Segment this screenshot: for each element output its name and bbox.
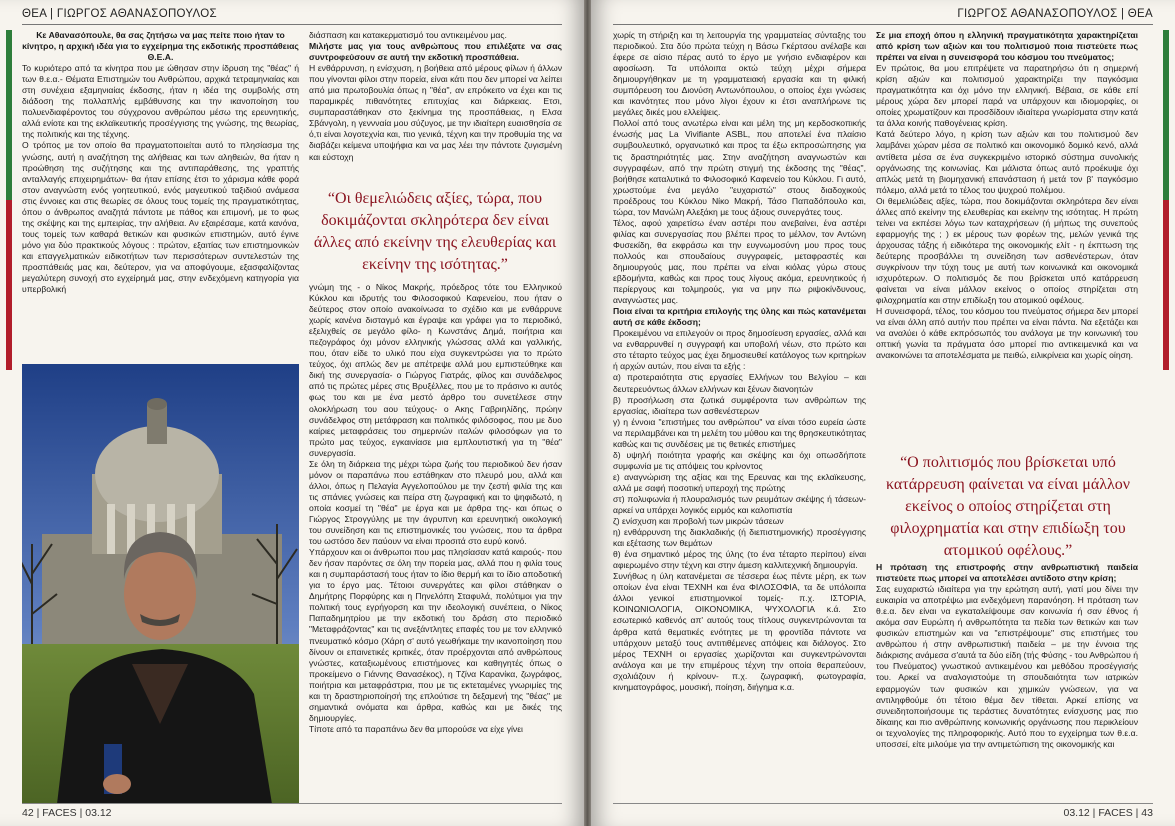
criteria-item: η) ενθάρρυνση της διακλαδικής (ή διεπιστημονικής) προσέγγισης και εξέτασης των θεμάτων <box>613 527 866 549</box>
pull-quote-right: “Ο πολιτισμός που βρίσκεται υπό κατάρρευση φαίνεται να είναι μάλλον εκείνος ο οποίος στηρίζεται στη φιλοχρηματία και στην επιδίωξη του ατομικού οφέλους.” <box>886 454 1130 559</box>
right-column-2-bottom <box>876 562 1138 802</box>
left-page <box>0 0 584 826</box>
answer-paragraph: χωρίς τη στήριξη και τη λειτουργία της γραμματείας σύνταξης του περιοδικού. Στα δύο πρώτα τεύχη η Βάσω Γκέρτσου ανέλαβε και έφερε σε αίσιο πέρας αυτό το έργο με γνήσιο ενδιαφέρον και αφοσίωση. Τα υπόλοιπα οκτώ τεύχη μέχρι σήμερα δημιουργήθηκαν με τη γραμματειακή εργασία και τη φιλική συμπόρευση του Διονύση Αντωνόπουλου, ο οποίος έχει γνώσεις και ικανότητες που μόνο λίγοι έχουν κι έτσι αναπλήρωνε τις μεγάλες δικές μου ελλείψεις. <box>613 30 866 118</box>
question-5: Η πρόταση της επιστροφής στην ανθρωπιστική παιδεία πιστεύετε πως μπορεί να αποτελέσει αντίδοτο στην κρίση; <box>876 562 1138 584</box>
criteria-item: δ) υψηλή ποιότητα γραφής και σκέψης και όχι οπωσδήποτε συμφωνία με τις απόψεις του κρίνοντος <box>613 449 866 471</box>
answer-paragraph: Εν πρώτοις, θα μου επιτρέψετε να παρατηρήσω ότι η σημερινή κρίση αξιών και πολιτισμού χαρακτηρίζει την παγκόσμια πραγματικότητα και όχι μόνο την ελληνική. Βέβαια, σε κάθε επί μέρους χώρα δεν μπορεί παρά να υπάρχουν και ιδιομορφίες, οι οποίες χρωματίζουν και προσδίδουν ιδιαίτερα γνωρίσματα στην κατά τα άλλα κοινής παθογένειας κρίση. <box>876 63 1138 129</box>
criteria-item: ε) αναγνώριση της αξίας και της Ερευνας και της εκλαϊκευσης, αλλά με σαφή ποσοτική υπεροχή της πρώτης <box>613 471 866 493</box>
criteria-item: α) προτεραιότητα στις εργασίες Ελλήνων του Βελγίου – και δευτερευόντως άλλων ελλήνων και ξένων διανοητών <box>613 372 866 394</box>
answer-paragraph: Το κυριότερο από τα κίνητρα που με ώθησαν στην ίδρυση της "θέας" ή των θ.ε.α.- Θέματα Επιστημών του Ανθρώπου, αρχικά τετραμηνιαίας και στη συνέχεια εξαμηνιαίας έκδοσης, ήταν η ιδέα της συμβολής στη διάδοση της πολλαπλής εμβάθυνσης και την ικανοποίηση του πολυενδιαφέροντος του σύγχρονου ανθρώπου μέσω της ερευνητικής, αλλά ενίοτε και της εκλαϊκευτικής προσέγγισης της γνώσης, της θεωρίας, της πολιτικής και της τέχνης. <box>22 63 299 140</box>
spine-gutter <box>584 0 591 826</box>
criteria-item: στ) πολυφωνία ή πλουραλισμός των ρευμάτων σκέψης ή τάσεων- αρκεί να υπάρχει λογικός ειρμός και καλοπιστία <box>613 493 866 516</box>
right-page <box>591 0 1175 826</box>
footer-rule <box>22 803 562 804</box>
question-3: Ποια είναι τα κριτήρια επιλογής της ύλης και πώς κατανέμεται αυτή σε κάθε έκδοση; <box>613 306 866 328</box>
question-2: Μιλήστε μας για τους ανθρώπους που επιλέξατε να σας συντροφεύσουν σε αυτή την εκδοτική προσπάθεια. <box>309 41 562 63</box>
answer-paragraph: Η ενθάρρυνση, η ενίσχυση, η βοήθεια από μέρους φίλων ή άλλων που γίνονται φίλοι στην πορεία, είναι κάτι που δεν μπορεί να λείπει από μια πρωτοβουλία όπως η "θέα", αν επρόκειτο να έχει και τις παραμικρές πιθανότητες επιτυχίας και διάρκειας. Ετσι, συμπαραστάθηκαν στο ξεκίνημα της προσπάθειας, η Ελσα Σβάνγολη, η γεννναία μου σύζυγος, με την ιδιαίτερη ευαισθησία σε ό,τι είναι λογοτεχνία και, πιο γενικά, τέχνη και την προθυμία της να διαβάζει κείμενα υποψήφια και να μας λέει την πάντοτε ζυγισμένη και εύστοχη <box>309 63 562 162</box>
page-header-left: ΘΕΑ | ΓΙΩΡΓΟΣ ΑΘΑΝΑΣΟΠΟΥΛΟΣ <box>22 8 217 20</box>
right-column-2-top <box>876 30 1138 448</box>
answer-paragraph: Πολλοί από τους ανωτέρω είναι και μέλη της μη κερδοσκοπικής ένωσής μας La Vivifiante ASBL, που αποτελεί ένα πλαίσιο συμβουλευτικό, οργανωτικό και προς τα έξω εκπροσώπησης για τις δραστηριότητές μας. Στην αναζήτηση αναγνωστών και συγγραφέων, από την πρώτη στιγμή της έκδοσης της "θέας", βοήθησε καταλυτικά το Φιλοσοφικό Καφενείο του Κύκλου. Γι αυτό, χρωστούμε ένα μεγάλο "ευχαριστώ" στους διαδοχικούς προέδρους του Κύκλου Νίκο Μακρή, Τάσο Παπαδόπουλο και, τώρα, τον Μανώλη Αλεξάκη με τους άξιους συνεργάτες τους. <box>613 118 866 217</box>
header-rule <box>613 24 1153 25</box>
answer-paragraph: Σε όλη τη διάρκεια της μέχρι τώρα ζωής του περιοδικού δεν ήσαν μόνον οι παραπάνω που εστάθηκαν στο πλευρό μου, αλλά και άλλοι, όπως η Πελαγία Αγγελοπούλου με την ζεστή φιλία της και τις σπάνιες γνώσεις και πείρα στη ζωγραφική και το ψηφιδωτό, η οποία κοσμεί τη "θέα" με έργα και με άρθρα της- και όπως ο Γιώργος Στρογγύλης με την άγρυπνη και ερευνητική οικολογική του συνείδηση και τις επιστημονικές του γνώσεις, που τα άρθρα του ωστόσο δεν παύουν να είναι προσιτά στο ευρύ κοινό. <box>309 458 562 547</box>
color-stripe <box>6 30 12 370</box>
answer-paragraph: Η συνεισφορά, τέλος, του κόσμου του πνεύματος σήμερα δεν μπορεί να είναι άλλη από αυτήν που πρέπει να είναι πάντα. Να εξετάζει και να αναλύει ό κάθε εκπρόσωπός του ανάλογα με την κοινωνική του οπτική γωνία τα πράγματα όσο μπορεί πιο αντικειμενικά και να ανακοινώνει τα αποτελέσματα με πειθώ, ειλικρίνεια και χωρίς οίηση. <box>876 306 1138 361</box>
answer-paragraph: Υπάρχουν και οι άνθρωποι που μας πλησίασαν κατά καιρούς- που δεν ήσαν παρόντες σε όλη την πορεία μας, αλλά που η φιλία τους και η συμπαράστασή τους ήταν το ίδιο θερμή και το ίδιο αποδοτική για το έργο μας. Τέτοιοι συνεργάτες και φίλοι στάθηκαν ο Δημήτρης Πορφύρης και η Πηνελόπη Σταφυλά, πολύτιμοι για την πολιτική τους εγρήγορση και την ιδεολογική συνέπεια, ο Νίκος Παπαδημητρίου με την εκδοτική του δράση στο περιοδικό "Μεταφράζοντας" και τις ανεξάντλητες επαφές του με τον ελληνικό πνευματικό κόσμο (Χάρη σ' αυτό γεωθήκαμε την ικανοποίηση που δίνουν οι επαινετικές κριτικές, όταν προέρχονται από ανθρώπους γνώστες, καταξιωμένους επιστήμονες και καθηγητές όπως ο προκείμενο ο Γιάννης Θανασέκος), η Τζίνα Καρανίκα, ζωγράφος, ποιήτρια και μεταφράστρια, που με τις εκτεταμένες γνωριμίες της και τη δραστηριοποίησή της επλούτισε τη δεξαμενή της "θέας" με σημαντικά ονόματα και άρθρα, καθώς και με δικές της δημιουργίες. <box>309 547 562 723</box>
answer-paragraph: Κατά δεύτερο λόγο, η κρίση των αξιών και του πολιτισμού δεν λαμβάνει χώραν μέσα σε πολιτικό και οικονομικό δομικό κενό, αλλά αντίθετα μέσα σε ένα συγκεκριμένο ιστορικό σύστημα συνολικής οργάνωσης της κοινωνίας. Και μάλιστα όπως αυτό προέκυψε όχι απλώς μετά τη βιομηχανική επανάσταση ή μετά τον β' παγκόσμιο πόλεμο, αλλά μετά το τέλος του ψυχρού πολέμου. <box>876 129 1138 195</box>
answer-paragraph: Συνήθως η ύλη κατανέμεται σε τέσσερα έως πέντε μέρη, εκ των οποίων ένα είναι ΤΕΧΝΗ και ένα ΦΙΛΟΣΟΦΙΑ, τα δε υπόλοιπα άλλοι γενικοί επιστημονικοί τομείς- π.χ. ΙΣΤΟΡΙΑ, ΚΟΙΝΩΝΙΟΛΟΓΙΑ, ΟΙΚΟΝΟΜΙΚΑ, ΨΥΧΟΛΟΓΙΑ κ.ά. Στο εσωτερικό καθενός απ' αυτούς τους τίτλους συγκεντρώνονται τα άρθρα κατά θεματικές ενότητες με τη φροντίδα πάντοτε να υπάρχουν μεταξύ τους αντιτιθέμενες απόψεις και διάλογος. Στο μέρος ΤΕΧΝΗ οι εργασίες χωρίζονται και συγκεντρώνονται ανάλογα και με την επιμέρους τέχνη την οποία θεραπεύουν, σχολιάζουν ή κρίνουν- π.χ. ζωγραφική, φωτογραφία, κινηματογράφος, μουσική, ποίηση, διήγημα κ.α. <box>613 571 866 692</box>
right-column-1 <box>613 30 866 802</box>
answer-paragraph: Τέλος, αφού χαιρετίσω έναν αστέρι που ανεβαίνει, ένα αστέρι φιλίας και συνεργασίας που βλέπει προς το μέλλον, τον Αντώνη Φυσεκίδη, θα εκφράσω και την ευγνωμοσύνη μου προς τους πολλούς και σπουδαίους συγγραφείς, μεταφραστές και δημιουργούς μας, που πρέπει να είναι κιόλας γύρω στους εβδομήντα, καθώς και προς τους λίγους ακόμα, ερευνητικούς ή περίεργους και τολμηρούς, για να μην πω ριψοκίνδυνους, αναγνώστες μας. <box>613 217 866 306</box>
page-footer-right: 03.12 | FACES | 43 <box>1063 807 1153 819</box>
answer-paragraph: Σας ευχαριστώ ιδιαίτερα για την ερώτηση αυτή, γιατί μου δίνει την ευκαιρία να αποτρέψω μια ενδεχόμενη παρανόηση. Η πρόταση των θ.ε.α. δεν είναι να εγκαταλείψουμε σαν κοινωνία ή σαν έθνος ή ακόμα σαν Ευρώπη ή ανθρωπότητα τα πεδία των θετικών και των φυσικών επιστημών και να "επιστρέψουμε" στις επιστήμες του ανθρώπου ή στην ανθρωπιστική παιδεία – με την έννοια της διάκρισης ανάμεσα σ'αυτά τα δύο είδη (τής Φύσης - του Ανθρώπου ή του Πνεύματος) γνωστικού αντικειμένου και μεθόδου προσέγγισής του. Αρκεί να αναλογιστούμε τη σπουδαιότητα των ιατρικών εφαρμογών των φυσικών και χημικών γνώσεων, για να αντιληφθούμε ότι τέτοιο θέμα δεν τίθεται. Αρκεί επίσης να συνειδητοποιήσουμε τις τεράστιες δυνατότητες ενίσχυσης μας πιο δίκαιης και πιο ανθρώπινης κοινωνικής οργάνωσης που περικλείουν οι τεχνολογίες της πληροφορικής. Αυτό που το εγχείρημα των θ.ε.α. υποσσεί, είτε μιλούμε για την αντιμετώπιση της οικονομικής και <box>876 584 1138 749</box>
left-column-2-bottom <box>309 282 562 802</box>
page-footer-left: 42 | FACES | 03.12 <box>22 807 112 819</box>
page-header-right: ΓΙΩΡΓΟΣ ΑΘΑΝΑΣΟΠΟΥΛΟΣ | ΘΕΑ <box>957 8 1153 20</box>
answer-paragraph: Προκειμένου να επιλεγούν οι προς δημοσίευση εργασίες, αλλά και να ενθαρρυνθεί η συγγραφή και υποβολή νέων, στο πρώτο και στο τέταρτο τεύχος μας έχει δημοσιευθεί κατάλογος των κριτηρίων ή αρχών αυτών, που είναι τα εξής : <box>613 328 866 372</box>
color-stripe <box>1163 30 1169 370</box>
footer-rule <box>613 803 1153 804</box>
left-column-1 <box>22 30 299 360</box>
criteria-item: γ) η έννοια "επιστήμες του ανθρώπου" να είναι τόσο ευρεία ώστε να περιλαμβάνει και τη μελέτη του μύθου και της θρησκευτικότητας καθώς και τις συνδέσεις με τις θετικές επιστήμες <box>613 416 866 449</box>
criteria-item: θ) ένα σημαντικό μέρος της ύλης (το ένα τέταρτο περίπου) είναι αφιερωμένο στην τέχνη και στην άμεση καλλιτεχνική δημιουργία. <box>613 549 866 571</box>
header-rule <box>22 24 562 25</box>
question-4: Σε μια εποχή όπου η ελληνική πραγματικότητα χαρακτηρίζεται από κρίση των αξιών και του πολιτισμού ποια πιστεύετε πως πρέπει να είναι η συνεισφορά του κόσμου του πνεύματος; <box>876 30 1138 63</box>
left-column-2-top <box>309 30 562 180</box>
answer-paragraph: γνώμη της - ο Νίκος Μακρής, πρόεδρος τότε του Ελληνικού Κύκλου και ιδρυτής του Φιλοσοφικού Καφενείου, που ήταν ο δεύτερος στον οποίο ανακοίνωσα το σχέδιο και με ενθάρρυνε χωρίς κανένα δισταγμό και έγραψε και γράφει για το περιοδικό, εξελιχθείς σε μεγάλο φίλο- η Κωνστάνς Δημά, ποιήτρια και πεζογράφος όχι μόνον ελληνικής γλώσσας αλλά και γαλλικής, που, όταν είδε το υλικό που είχα συγκεντρώσει για το πρώτο τεύχος, όχι απλώς δεν με απέτρεψε αλλά μου εμπιστεύθηκε και δική της συνεργασία- ο Γιώργος Γιατράς, φίλος και συνάδελφος από τις πρώτες μέρες στις Βρυξέλλες, που με το πράσινο κι αυτός φως του και με ένα μεστό άρθρο του συνετέλεσε στην ολοκλήρωση του αου τεύχους- ο Ακης Γαβριηλίδης, πρώην συνάδελφος στη μετάφραση και πολιτικός φιλόσοφος, που με δυο καίριες μεταφράσεις του σημερινών ιταλών φιλοσόφων για το πρώτο μας τεύχος, εγκαινίασε μια εμπλουτιστική για τη "θέα" συνεργασία. <box>309 282 562 458</box>
answer-paragraph: Ο τρόπος με τον οποίο θα πραγματοποιείται αυτό το πλησίασμα της γνώσης, αυτή η αναζήτηση της αλήθειας και των αληθειών, θα ήταν η προώθηση της συζήτησης και της αντιπαράθεσης, της γραπτής ανταλλαγής επιχειρημάτων- θα ήταν επίσης έτσι το χάρισμα κάθε φορά στον αναγνώστη ενός γοητευτικού, ενός μαγευτικού ταξιδιού ανάμεσα στις έννοιες και στις θεωρίες σε όλους τους τομείς της πραγματικότητας, όπου ο άνθρωπος αναζητά πάντοτε με πάθος και επιμονή, με το φως της σκέψης και της εμπειρίας, την αλήθεια. Αν εξαιρέσαμε, κατά κανόνα, τους τομείς των καθαρά θετικών και φυσικών επιστημών, αυτό έγινε μόνο για δύο πρακτικούς λόγους : πρώτον, εξαιτίας των επιστημονικών και επαγγελματικών ειδικοτήτων των περισσότερων συντελεστών της προσπάθειάς μας και, δεύτερον, για να αποφύγουμε, εξασφαλίζοντας μεγαλύτερη συνοχή στο εγχείρημά μας, στην ενδεχόμενη κατηγορία για υπερβολική <box>22 140 299 295</box>
pull-quote-left: “Οι θεμελιώδεις αξίες, τώρα, που δοκιμάζονται σκληρότερα δεν είναι άλλες από εκείνην της ελευθερίας και εκείνην της ισότητας.” <box>313 190 557 273</box>
criteria-item: β) προσήλωση στα ζωτικά συμφέροντα των ανθρώπων της εργασίας, ιδιαίτερα των ασθενέστερων <box>613 394 866 416</box>
portrait-photo <box>22 364 299 804</box>
answer-paragraph: Οι θεμελιώδεις αξίες, τώρα, που δοκιμάζονται σκληρότερα δεν είναι άλλες από εκείνην της ελευθερίας και εκείνην της ισότητας. Η πρώτη τείνει να εκπέσει λόγω των καταχρήσεων (ή μήπως της συνεπούς εφαρμογής της ; ) εκ μέρους των φορέων της, μελών γενικά της άρχουσας τάξης ή ειδικότερα της οικονομικής ελίτ - η έκπτωση της δεύτερης προσβάλλει τη συνείδηση των ασθενέστερων, όταν συγκρίνουν την τύχη τους με αυτή των κοινωνικά και οικονομικά ισχυρότερων. Ο πολιτισμός δε που βρίσκεται υπό κατάρρευση φαίνεται να είναι μάλλον εκείνος ο οποίος στηρίζεται στη φιλοχρηματία και στην επιδίωξη του ατομικού οφέλους. <box>876 195 1138 306</box>
answer-paragraph: Τίποτε από τα παραπάνω δεν θα μπορούσε να είχε γίνει <box>309 723 523 734</box>
answer-paragraph: διάσπαση και κατακερματισμό του αντικειμένου μας. <box>309 30 507 40</box>
question-1: Κε Αθανασόπουλε, θα σας ζητήσω να μας πείτε ποιο ήταν το κίνητρο, η αρχική ιδέα για το εγχείρημα της εκδοτικής προσπάθειας Θ.Ε.Α. <box>22 30 299 63</box>
criteria-item: ζ) ενίσχυση και προβολή των μικρών τάσεων <box>613 516 784 527</box>
